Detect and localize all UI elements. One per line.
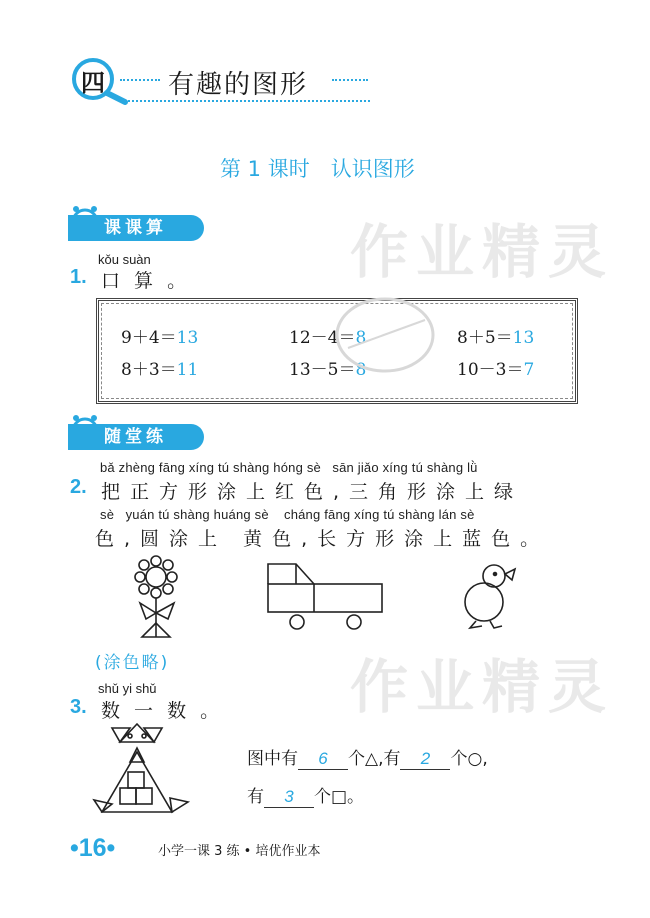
q3-answer-line1: 图中有 6 个△,有 2 个○, [247, 749, 488, 769]
unit-number: 四 [81, 69, 105, 97]
q3-number: 3. [70, 696, 87, 718]
q2-number: 2. [70, 476, 87, 498]
q1-pinyin: kǒu suàn [98, 252, 151, 267]
section-badge-kekesuan: 课课算 [68, 215, 204, 241]
q1-number: 1. [70, 266, 87, 288]
cat-shape-figure [92, 722, 202, 822]
header-dotted-line [120, 79, 160, 81]
q2-text-line1: 把正方形涂上红色,三角形涂上绿 [101, 481, 524, 503]
q2-text-line2: 色,圆涂上 黄色,长方形涂上蓝色。 [95, 528, 550, 550]
equation-3: 8＋5＝13 [457, 328, 535, 348]
q2-pinyin-line2: sè yuán tú shàng huáng sè cháng fāng xíng tú shàng lán sè [100, 507, 475, 522]
watermark-bottom: 作业精灵 [350, 653, 615, 721]
q1-text: 口 算 。 [101, 270, 191, 292]
title-underline [120, 100, 370, 102]
equation-6: 10－3＝7 [457, 360, 535, 380]
flower-figure [128, 553, 198, 643]
equation-2: 12－4＝8 [289, 328, 367, 348]
circles-answer-blank: 2 [400, 749, 450, 770]
section-badge-suitanglian: 随堂练 [68, 424, 204, 450]
watermark-stamp [330, 290, 440, 380]
unit-header [70, 58, 370, 106]
equation-4: 8＋3＝11 [121, 360, 199, 380]
q2-answer-note: (涂色略) [95, 653, 170, 673]
q3-answer-line2: 有 3 个□。 [247, 787, 365, 807]
q3-pinyin: shǔ yi shǔ [98, 681, 157, 696]
q3-text: 数 一 数 。 [101, 700, 224, 722]
equation-5: 13－5＝8 [289, 360, 367, 380]
title-dotted-line [332, 79, 368, 81]
book-title: 小学一课 3 练 • 培优作业本 [158, 844, 321, 859]
unit-title: 有趣的图形 [168, 70, 309, 100]
chick-figure [460, 560, 520, 630]
page-number: •16• [70, 834, 116, 862]
triangles-answer-blank: 6 [298, 749, 348, 770]
squares-answer-blank: 3 [264, 787, 314, 808]
q2-pinyin-line1: bǎ zhèng fāng xíng tú shàng hóng sè sān jiǎo xíng tú shàng lǜ [100, 460, 478, 475]
equation-1: 9＋4＝13 [121, 328, 199, 348]
lesson-title: 第 1 课时 认识图形 [220, 157, 415, 181]
watermark-top: 作业精灵 [350, 218, 615, 286]
truck-figure [266, 560, 386, 630]
